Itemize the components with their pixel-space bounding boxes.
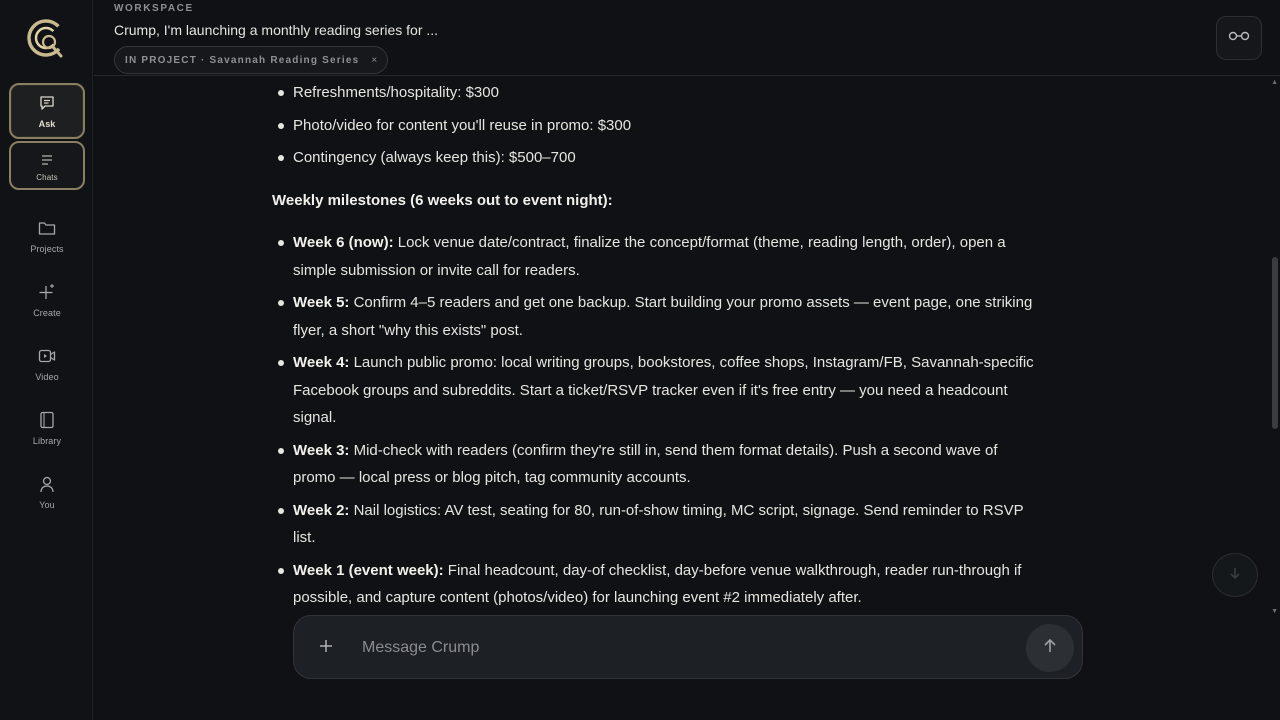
week-text: Mid-check with readers (confirm they're still in, send them format details). Push a second wave of promo — local press or blog pitch, tag community accounts.	[293, 441, 998, 486]
attach-plus-icon[interactable]	[316, 636, 336, 656]
list-item	[272, 437, 1042, 492]
scroll-up-arrow-icon[interactable]: ▲	[1271, 79, 1278, 86]
glasses-icon	[1228, 29, 1250, 47]
sidebar-item-label: Create	[33, 308, 61, 318]
milestones-list	[272, 229, 1042, 612]
week-label: Week 3:	[293, 441, 350, 459]
week-text: Nail logistics: AV test, seating for 80, run-of-show timing, MC script, signage. Send reminder to RSVP list.	[293, 501, 1024, 546]
project-pill[interactable]	[114, 46, 388, 74]
sidebar-item-projects[interactable]	[9, 208, 85, 264]
week-label: Week 5:	[293, 294, 350, 311]
sidebar-item-label: Projects	[30, 244, 64, 254]
person-icon	[37, 474, 57, 494]
list-item	[272, 349, 1042, 432]
scroll-to-bottom-button[interactable]	[1212, 553, 1258, 597]
reading-mode-button[interactable]	[1216, 16, 1262, 60]
workspace-label: WORKSPACE	[114, 3, 194, 14]
close-icon[interactable]: ×	[371, 54, 378, 66]
sidebar-item-video[interactable]	[9, 336, 85, 392]
sidebar-item-label: Chats	[36, 172, 58, 182]
scrollbar-thumb[interactable]	[1272, 257, 1278, 429]
sidebar-item-ask[interactable]	[9, 83, 85, 139]
sidebar-item-you[interactable]	[9, 464, 85, 520]
sidebar-item-library[interactable]	[9, 400, 85, 456]
week-label: Week 4:	[293, 354, 350, 371]
sidebar-item-label: Video	[35, 372, 59, 382]
message-input[interactable]	[362, 632, 1002, 664]
sidebar-item-label: You	[39, 500, 55, 510]
video-icon	[37, 346, 57, 366]
week-label: Week 6 (now):	[293, 234, 394, 251]
week-label: Week 2:	[293, 501, 350, 519]
thread-scrollbar[interactable]	[1270, 77, 1280, 617]
sidebar-item-label: Ask	[38, 119, 56, 129]
list-item	[272, 497, 1042, 552]
week-label: Week 1 (event week):	[293, 561, 444, 579]
arrow-down-icon	[1228, 566, 1242, 585]
list-item	[272, 229, 1042, 284]
sidebar-item-chats[interactable]	[9, 141, 85, 190]
list-item	[272, 557, 1042, 612]
scroll-down-arrow-icon[interactable]: ▼	[1271, 608, 1278, 615]
week-text: Launch public promo: local writing groups, bookstores, coffee shops, Instagram/FB, Savannah-specific Facebook groups and subreddits. Start a ticket/RSVP tracker even if it's free entry — you need a headcount signal.	[293, 354, 1034, 426]
week-text: Final headcount, day-of checklist, day-before venue walkthrough, reader run-through if possible, and capture content (photos/video) for launching event #2 immediately after.	[293, 561, 1022, 606]
send-button[interactable]	[1026, 624, 1074, 672]
folder-icon	[37, 218, 57, 238]
arrow-up-icon	[1043, 638, 1057, 659]
book-icon	[37, 410, 57, 430]
sidebar-item-create[interactable]	[9, 272, 85, 328]
budget-list	[272, 79, 1042, 172]
project-pill-label: IN PROJECT · Savannah Reading Series	[125, 54, 360, 66]
message-composer	[293, 615, 1083, 679]
list-item: Contingency (always keep this): $500–700	[272, 144, 1042, 172]
crump-logo-icon[interactable]	[26, 18, 68, 64]
list-item: Refreshments/hospitality: $300	[272, 79, 1042, 107]
week-text: Confirm 4–5 readers and get one backup. Start building your promo assets — event page, one striking flyer, a short "why this exists" post.	[293, 294, 1033, 339]
list-item: Photo/video for content you'll reuse in promo: $300	[272, 112, 1042, 140]
list-lines-icon	[37, 150, 57, 170]
sparkle-plus-icon	[37, 282, 57, 302]
milestones-heading: Weekly milestones (6 weeks out to event night):	[272, 191, 613, 209]
sidebar-item-label: Library	[32, 436, 62, 446]
week-text: Lock venue date/contract, finalize the concept/format (theme, reading length, order), open a simple submission or invite call for readers.	[293, 234, 1006, 279]
list-item	[272, 289, 1042, 344]
conversation-header	[94, 0, 1280, 76]
sidebar	[0, 0, 93, 720]
conversation-title[interactable]: Crump, I'm launching a monthly reading series for ...	[114, 22, 439, 38]
chat-bubble-icon	[37, 93, 57, 113]
assistant-message	[272, 77, 1042, 612]
